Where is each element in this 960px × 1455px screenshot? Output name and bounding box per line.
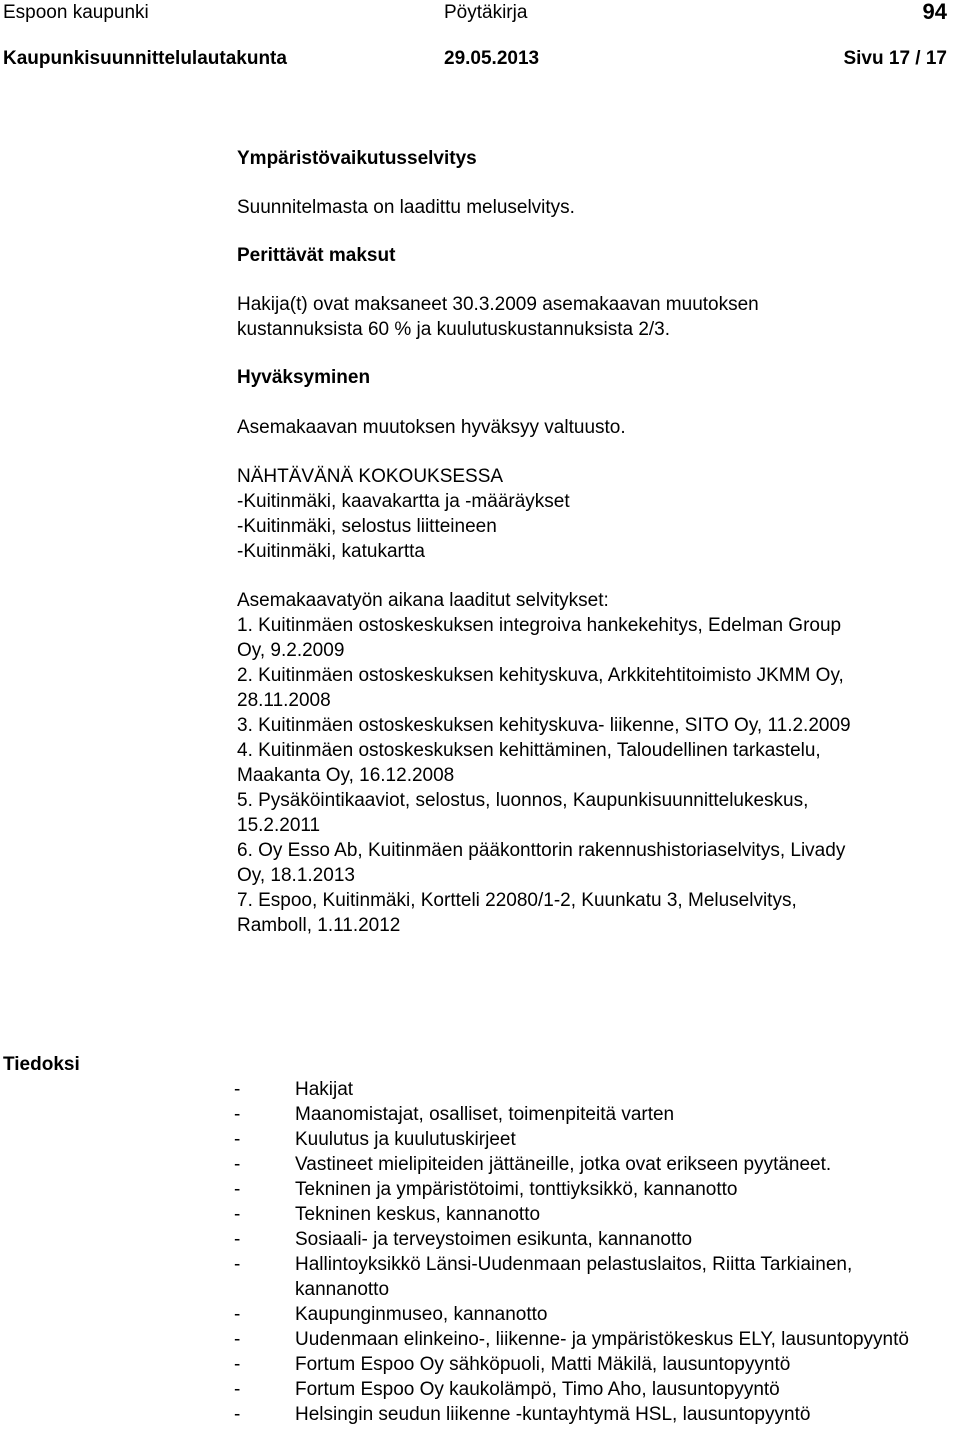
list-bullet: -	[234, 1154, 241, 1175]
list-bullet: -	[234, 1079, 241, 1100]
meeting-item: -Kuitinmäki, katukartta	[237, 541, 425, 562]
header-city: Espoon kaupunki	[3, 2, 149, 23]
list-item	[234, 1077, 949, 1102]
study-line: 2. Kuitinmäen ostoskeskuksen kehityskuva, Arkkitehtitoimisto JKMM Oy,	[237, 665, 844, 686]
approval-text: Asemakaavan muutoksen hyväksyy valtuusto.	[237, 417, 626, 438]
list-item-text: Tekninen ja ympäristötoimi, tonttiyksikkö, kannanotto	[295, 1179, 738, 1200]
list-item-text: Maanomistajat, osalliset, toimenpiteitä varten	[295, 1104, 675, 1125]
list-bullet: -	[234, 1254, 241, 1275]
study-line: Ramboll, 1.11.2012	[237, 915, 401, 936]
list-item	[234, 1327, 949, 1352]
header-page: Sivu 17 / 17	[843, 48, 947, 69]
list-item	[234, 1377, 949, 1402]
list-item	[234, 1152, 949, 1177]
study-line: Oy, 9.2.2009	[237, 640, 345, 661]
study-line: Maakanta Oy, 16.12.2008	[237, 765, 455, 786]
study-line: 28.11.2008	[237, 690, 331, 711]
list-bullet: -	[234, 1229, 241, 1250]
section-heading-fees: Perittävät maksut	[237, 245, 396, 266]
list-bullet: -	[234, 1204, 241, 1225]
section-heading-approval: Hyväksyminen	[237, 367, 371, 388]
list-item-text: Fortum Espoo Oy sähköpuoli, Matti Mäkilä, lausuntopyyntö	[295, 1354, 791, 1375]
meeting-item: -Kuitinmäki, kaavakartta ja -määräykset	[237, 491, 570, 512]
header-doc-type: Pöytäkirja	[444, 2, 528, 23]
distribution-label: Tiedoksi	[3, 1054, 80, 1075]
list-item-text: Fortum Espoo Oy kaukolämpö, Timo Aho, lausuntopyyntö	[295, 1379, 780, 1400]
list-bullet: -	[234, 1379, 241, 1400]
list-item	[234, 1202, 949, 1227]
study-line: 6. Oy Esso Ab, Kuitinmäen pääkonttorin rakennushistoriaselvitys, Livady	[237, 840, 846, 861]
header-board: Kaupunkisuunnittelulautakunta	[3, 48, 287, 69]
study-line: 5. Pysäköintikaaviot, selostus, luonnos, Kaupunkisuunnittelukeskus,	[237, 790, 809, 811]
header-date: 29.05.2013	[444, 48, 540, 69]
list-item	[234, 1127, 949, 1152]
list-item	[234, 1252, 949, 1302]
main-content	[237, 146, 947, 938]
studies-intro: Asemakaavatyön aikana laaditut selvitykset:	[237, 590, 609, 611]
list-bullet: -	[234, 1404, 241, 1425]
list-item-text: Sosiaali- ja terveystoimen esikunta, kannanotto	[295, 1229, 693, 1250]
list-item-text: Uudenmaan elinkeino-, liikenne- ja ympäristökeskus ELY, lausuntopyyntö	[295, 1329, 909, 1350]
section-heading-environment: Ympäristövaikutusselvitys	[237, 148, 477, 169]
study-line: 15.2.2011	[237, 815, 321, 836]
list-item-text: Helsingin seudun liikenne -kuntayhtymä HSL, lausuntopyyntö	[295, 1404, 811, 1425]
study-line: 4. Kuitinmäen ostoskeskuksen kehittäminen, Taloudellinen tarkastelu,	[237, 740, 821, 761]
meeting-heading: NÄHTÄVÄNÄ KOKOUKSESSA	[237, 466, 504, 487]
list-item	[234, 1352, 949, 1377]
list-item-text: Tekninen keskus, kannanotto	[295, 1204, 541, 1225]
list-item-text: Vastineet mielipiteiden jättäneille, jotka ovat erikseen pyytäneet.	[295, 1154, 832, 1175]
list-bullet: -	[234, 1354, 241, 1375]
list-item	[234, 1177, 949, 1202]
list-item-text: Kuulutus ja kuulutuskirjeet	[295, 1129, 516, 1150]
list-bullet: -	[234, 1329, 241, 1350]
list-item	[234, 1227, 949, 1252]
list-item-text: Hallintoyksikkö Länsi-Uudenmaan pelastuslaitos, Riitta Tarkiainen, kannanotto	[295, 1254, 853, 1300]
study-line: 7. Espoo, Kuitinmäki, Kortteli 22080/1-2, Kuunkatu 3, Meluselvitys,	[237, 890, 797, 911]
environment-text: Suunnitelmasta on laadittu meluselvitys.	[237, 197, 575, 218]
list-item	[234, 1102, 949, 1127]
study-line: 3. Kuitinmäen ostoskeskuksen kehityskuva- liikenne, SITO Oy, 11.2.2009	[237, 715, 851, 736]
list-item	[234, 1302, 949, 1327]
list-bullet: -	[234, 1179, 241, 1200]
study-line: 1. Kuitinmäen ostoskeskuksen integroiva hankekehitys, Edelman Group	[237, 615, 842, 636]
fees-line: Hakija(t) ovat maksaneet 30.3.2009 asemakaavan muutoksen	[237, 294, 759, 315]
list-item-text: Hakijat	[295, 1079, 354, 1100]
list-item	[234, 1402, 949, 1427]
study-line: Oy, 18.1.2013	[237, 865, 355, 886]
list-bullet: -	[234, 1304, 241, 1325]
distribution-list	[234, 1077, 949, 1427]
fees-line: kustannuksista 60 % ja kuulutuskustannuksista 2/3.	[237, 319, 671, 340]
list-bullet: -	[234, 1104, 241, 1125]
meeting-item: -Kuitinmäki, selostus liitteineen	[237, 516, 497, 537]
list-item-text: Kaupunginmuseo, kannanotto	[295, 1304, 548, 1325]
header-section-number: 94	[922, 0, 947, 24]
list-bullet: -	[234, 1129, 241, 1150]
